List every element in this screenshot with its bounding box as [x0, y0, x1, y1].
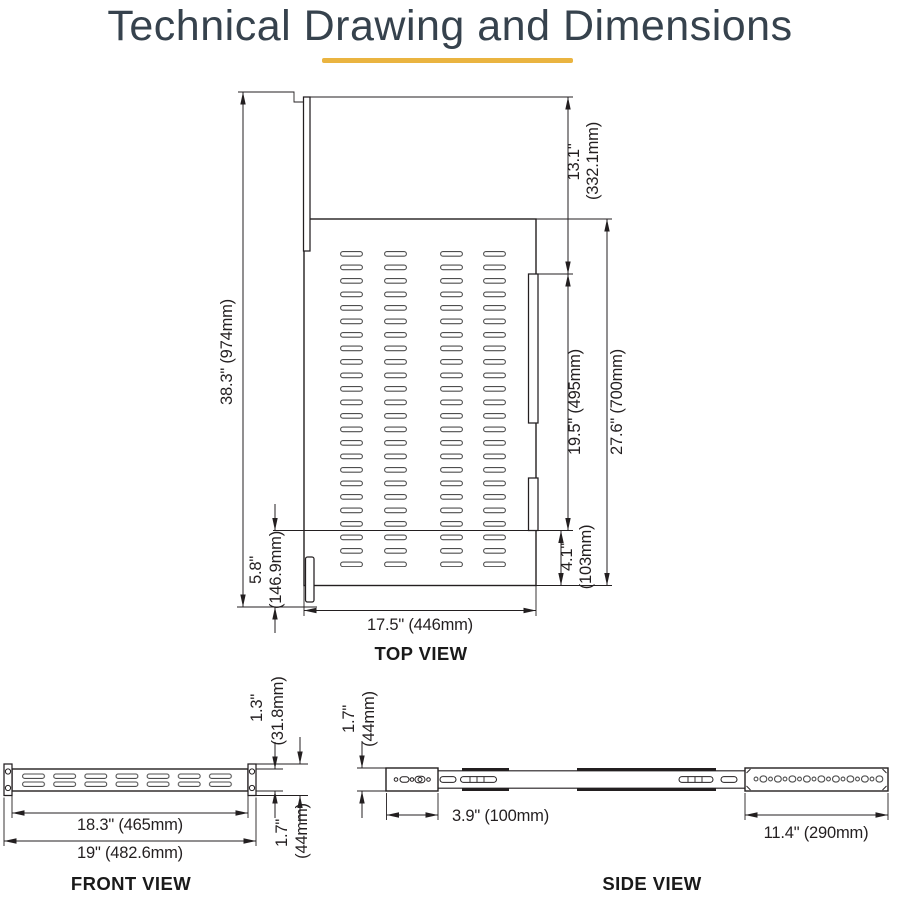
right-slide-rail-front: [529, 274, 539, 423]
left-rear-bracket: [306, 557, 315, 602]
dim-rear-offset-mm: (146.9mm): [267, 531, 285, 609]
top-view-label: TOP VIEW: [374, 643, 468, 664]
page-title: Technical Drawing and Dimensions: [107, 2, 793, 50]
dim-panel-height-mm: (31.8mm): [269, 676, 287, 746]
dim-shelf-width: 17.5" (446mm): [367, 616, 473, 634]
top-view: [218, 92, 626, 664]
dim-rear-section-mm: (103mm): [577, 524, 595, 590]
dim-height-mm: (44mm): [360, 691, 378, 747]
rail-slot-cluster: [679, 777, 713, 783]
dim-rear-depth: 11.4" (290mm): [763, 824, 869, 842]
side-view: [340, 691, 888, 894]
front-view-label: FRONT VIEW: [70, 873, 192, 894]
vent-slot-column: [483, 251, 506, 567]
dim-front-rail-offset-mm: (332.1mm): [584, 122, 602, 200]
vent-slot-column: [440, 251, 463, 567]
left-slide-rail: [304, 97, 311, 251]
dim-overall-depth: 38.3" (974mm): [218, 299, 236, 405]
dim-height-in: 1.7": [340, 705, 358, 733]
front-view: [4, 677, 311, 895]
dim-rear-section-in: 4.1": [558, 543, 576, 571]
dim-panel-height-in: 1.3": [248, 694, 266, 722]
dim-shelf-depth: 27.6" (700mm): [608, 349, 626, 455]
rear-bracket-holes: [753, 775, 884, 784]
dim-bracket-height-mm: (44mm): [293, 803, 311, 859]
vent-slot-column: [384, 251, 407, 567]
vent-slot-column: [340, 251, 363, 567]
dim-bracket-height-in: 1.7": [273, 819, 291, 847]
dim-rail-length: 19.5" (495mm): [566, 349, 584, 455]
right-slide-rail-rear: [529, 478, 539, 531]
front-panel-vents: [22, 774, 240, 790]
side-view-label: SIDE VIEW: [602, 873, 702, 894]
dim-front-rail-offset-in: 13.1": [565, 143, 583, 181]
rail-slot: [721, 777, 737, 783]
extension-line-top-step: [238, 92, 304, 102]
dim-inner-width: 18.3" (465mm): [77, 816, 183, 834]
rail-slot-cluster: [461, 777, 497, 783]
dim-front-depth: 3.9" (100mm): [452, 807, 549, 825]
dim-rear-offset-in: 5.8": [247, 556, 265, 584]
rail-slot: [440, 777, 456, 783]
dim-overall-width: 19" (482.6mm): [77, 844, 183, 862]
